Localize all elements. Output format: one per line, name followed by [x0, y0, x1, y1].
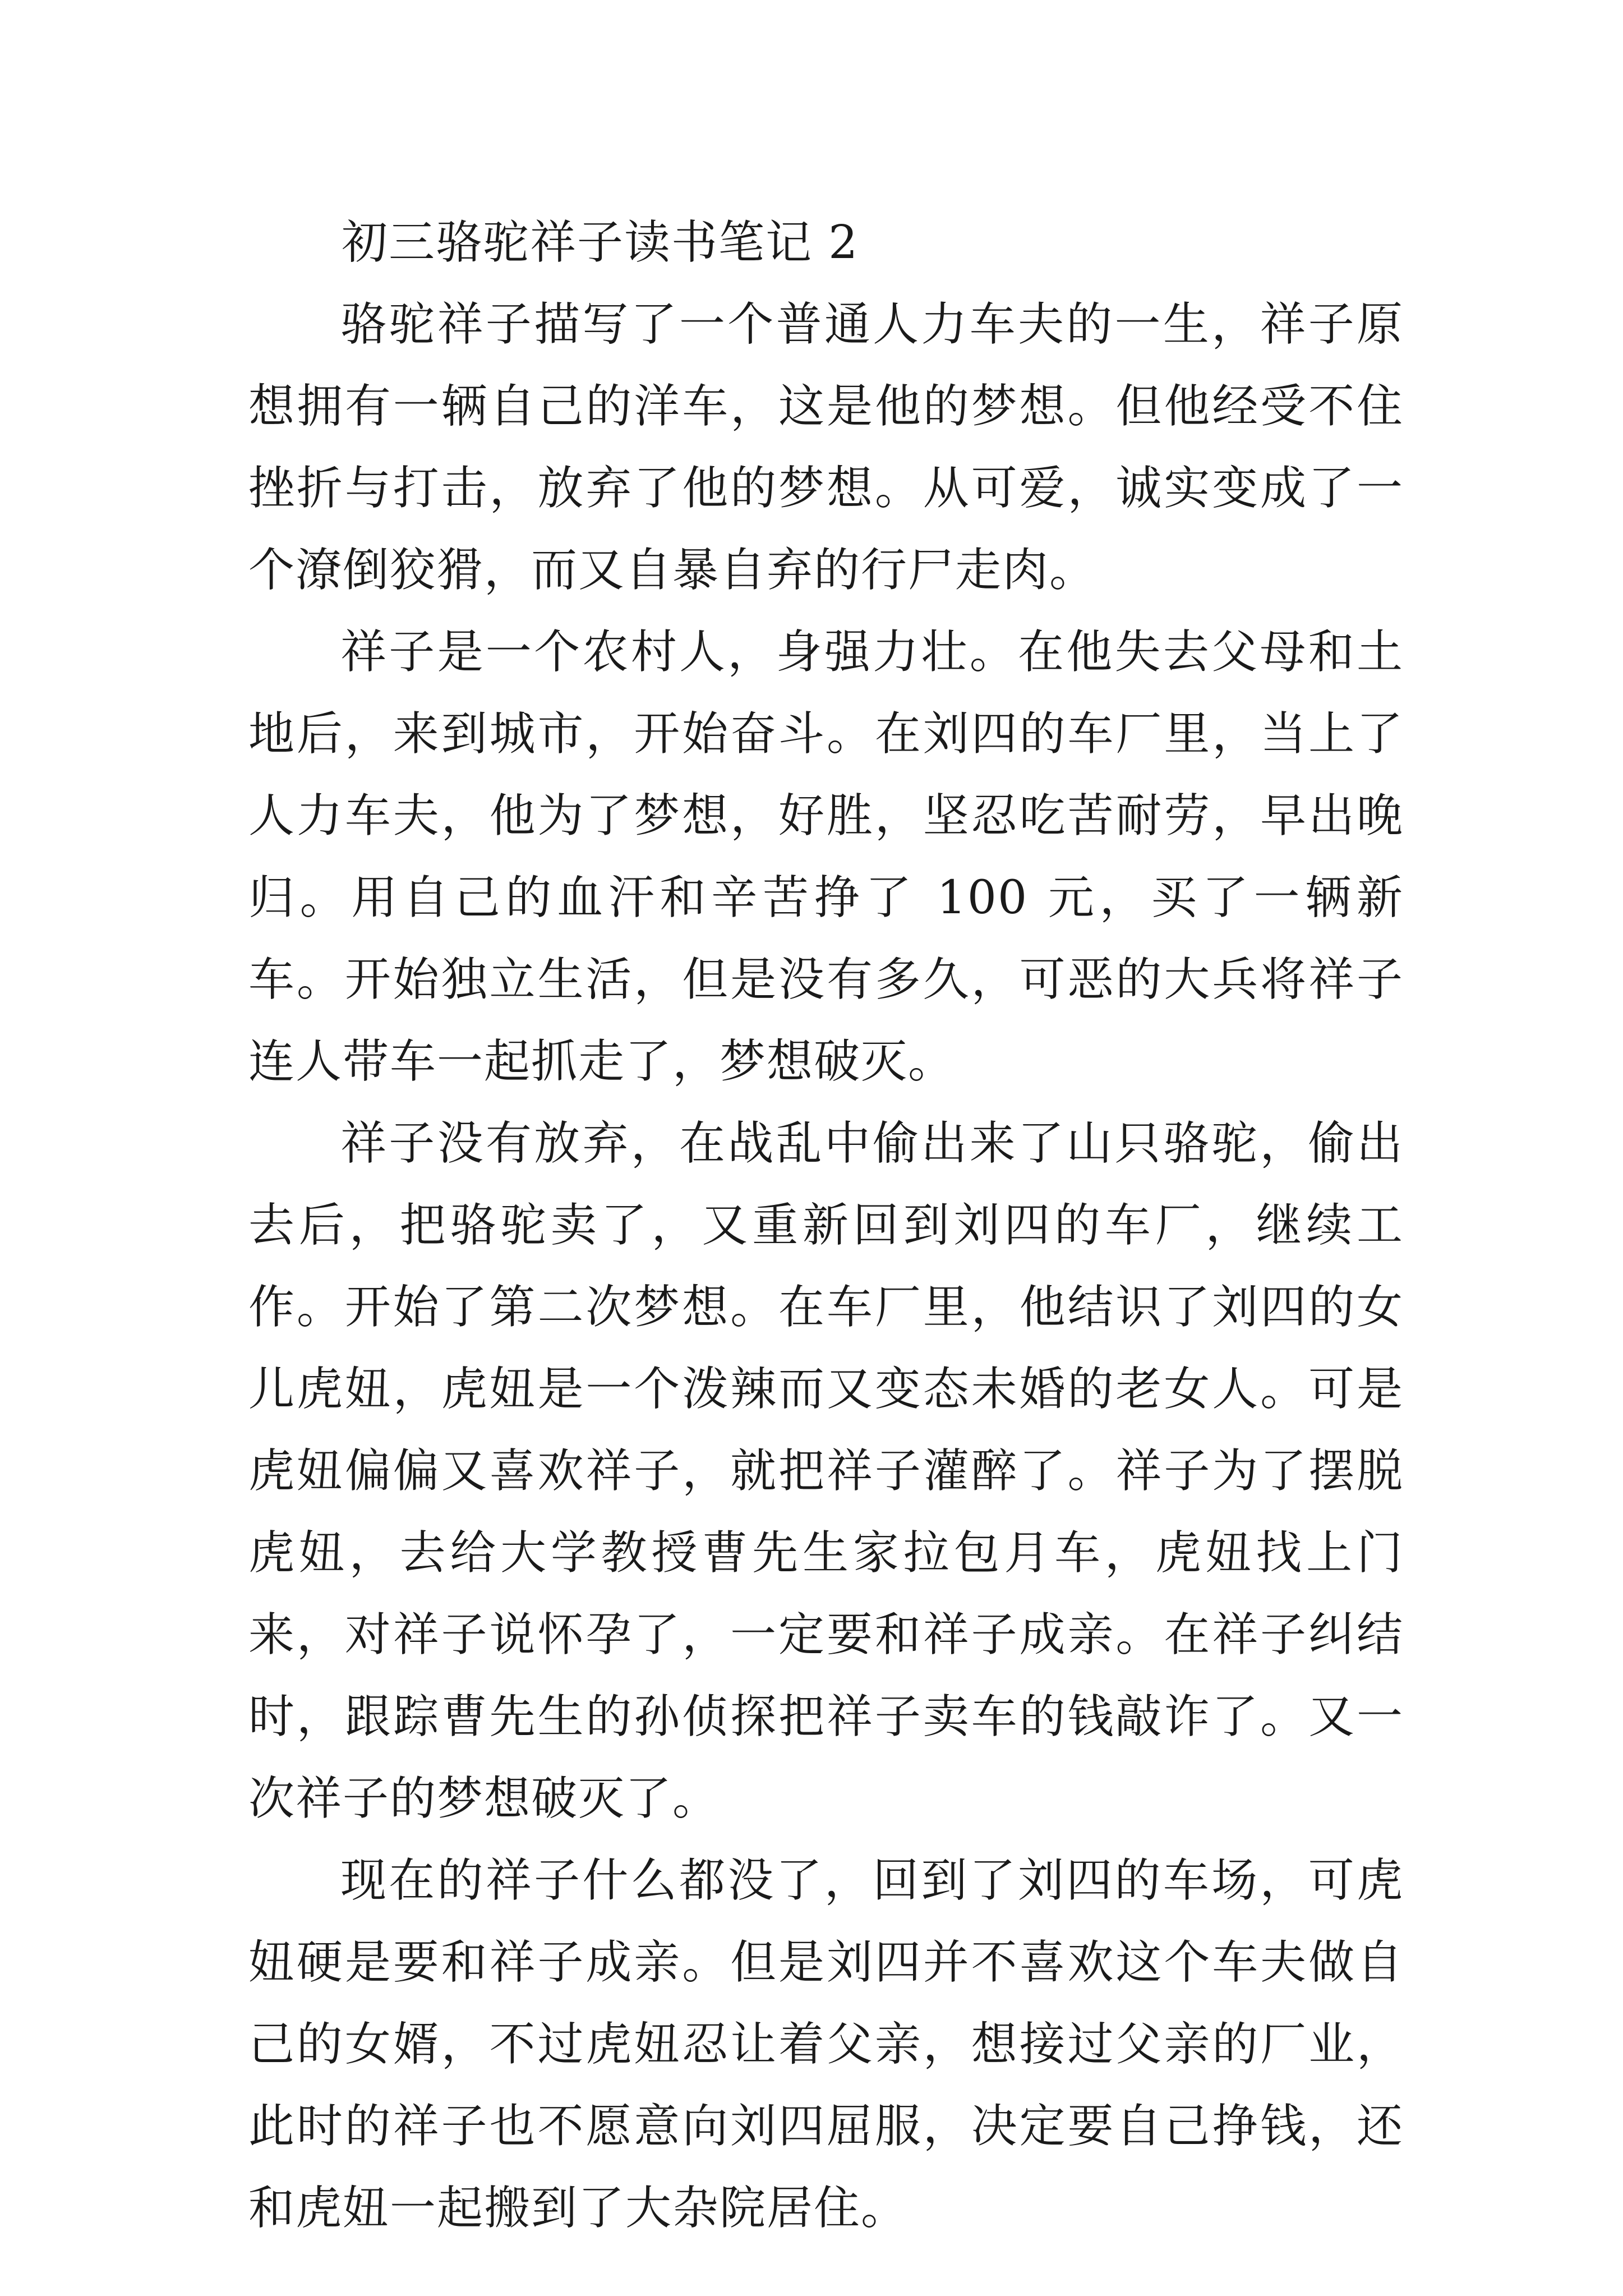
- paragraph-1: 骆驼祥子描写了一个普通人力车夫的一生，祥子原想拥有一辆自己的洋车，这是他的梦想。但他经受不住挫折与打击，放弃了他的梦想。从可爱，诚实变成了一个潦倒狡猾，而又自暴自弃的行尸走肉。: [248, 298, 1404, 597]
- paragraph-2: 祥子是一个农村人，身强力壮。在他失去父母和土地后，来到城市，开始奋斗。在刘四的车厂里，当上了人力车夫，他为了梦想，好胜，坚忍吃苦耐劳，早出晚归。用自己的血汗和辛苦挣了 100 元，买了一辆新车。开始独立生活，但是没有多久，可恶的大兵将祥子连人带车一起抓走了，梦想破灭。: [248, 625, 1404, 1088]
- paragraph-3: 祥子没有放弃，在战乱中偷出来了山只骆驼，偷出去后，把骆驼卖了，又重新回到刘四的车厂，继续工作。开始了第二次梦想。在车厂里，他结识了刘四的女儿虎妞，虎妞是一个泼辣而又变态未婚的老女人。可是虎妞偏偏又喜欢祥子，就把祥子灌醉了。祥子为了摆脱虎妞，去给大学教授曹先生家拉包月车，虎妞找上门来，对祥子说怀孕了，一定要和祥子成亲。在祥子纠结时，跟踪曹先生的孙侦探把祥子卖车的钱敲诈了。又一次祥子的梦想破灭了。: [248, 1117, 1404, 1825]
- paragraph-4: 现在的祥子什么都没了，回到了刘四的车场，可虎妞硬是要和祥子成亲。但是刘四并不喜欢这个车夫做自己的女婿，不过虎妞忍让着父亲，想接过父亲的厂业，此时的祥子也不愿意向刘四屈服，决定要自己挣钱，还和虎妞一起搬到了大杂院居住。: [248, 1854, 1404, 2235]
- document-title: 初三骆驼祥子读书笔记 2: [342, 216, 859, 269]
- document-body: [248, 202, 1404, 2249]
